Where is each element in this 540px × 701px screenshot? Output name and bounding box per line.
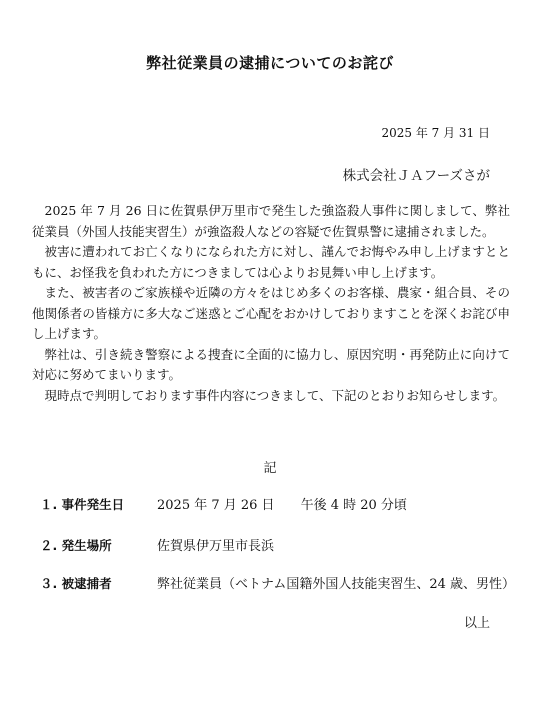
document-title: 弊社従業員の逮捕についてのお詫び xyxy=(146,54,394,72)
item-date-of-incident xyxy=(40,494,520,513)
item-value: 佐賀県伊万里市長浜 xyxy=(157,539,275,554)
closing-remark: 以上 xyxy=(463,616,490,631)
paragraph-condolence: 被害に遭われてお亡くなりになられた方に対し、謹んでお悔やみ申し上げますとともに、お怪我を負われた方につきましては心よりお見舞い申し上げます。 xyxy=(32,244,510,280)
item-time: 午後 4 時 20 分頃 xyxy=(300,498,407,513)
document-body xyxy=(32,201,510,406)
ki-heading: 記 xyxy=(263,461,277,476)
paragraph-notice: 現時点で判明しております事件内容につきまして、下記のとおりお知らせします。 xyxy=(44,387,506,403)
item-label: ３. 被逮捕者 xyxy=(40,576,112,591)
paragraph-apology: また、被害者のご家族様や近隣の方々をはじめ多くのお客様、農家・組合員、その他関係者の皆様方に多大なご迷惑とご心配をおかけしておりますことを深くお詫び申し上げます。 xyxy=(32,285,510,341)
paragraph-cooperation: 弊社は、引き続き警察による捜査に全面的に協力し、原因究明・再発防止に向けて対応に努めてまいります。 xyxy=(32,346,510,382)
item-location xyxy=(40,535,520,554)
item-arrested-person xyxy=(40,573,520,592)
item-value: 弊社従業員（ベトナム国籍外国人技能実習生、24 歳、男性） xyxy=(157,577,516,592)
document-date: 2025 年 7 月 31 日 xyxy=(381,126,490,140)
paragraph-arrest: 2025 年 7 月 26 日に佐賀県伊万里市で発生した強盗殺人事件に関しまして、弊社従業員（外国人技能実習生）が強盗殺人などの容疑で佐賀県警に逮捕されました。 xyxy=(32,203,510,239)
item-value: 2025 年 7 月 26 日 xyxy=(157,498,275,513)
item-label: ２. 発生場所 xyxy=(40,538,112,553)
company-name: 株式会社ＪＡフーズさが xyxy=(342,168,490,184)
item-label: １. 事件発生日 xyxy=(40,497,125,512)
